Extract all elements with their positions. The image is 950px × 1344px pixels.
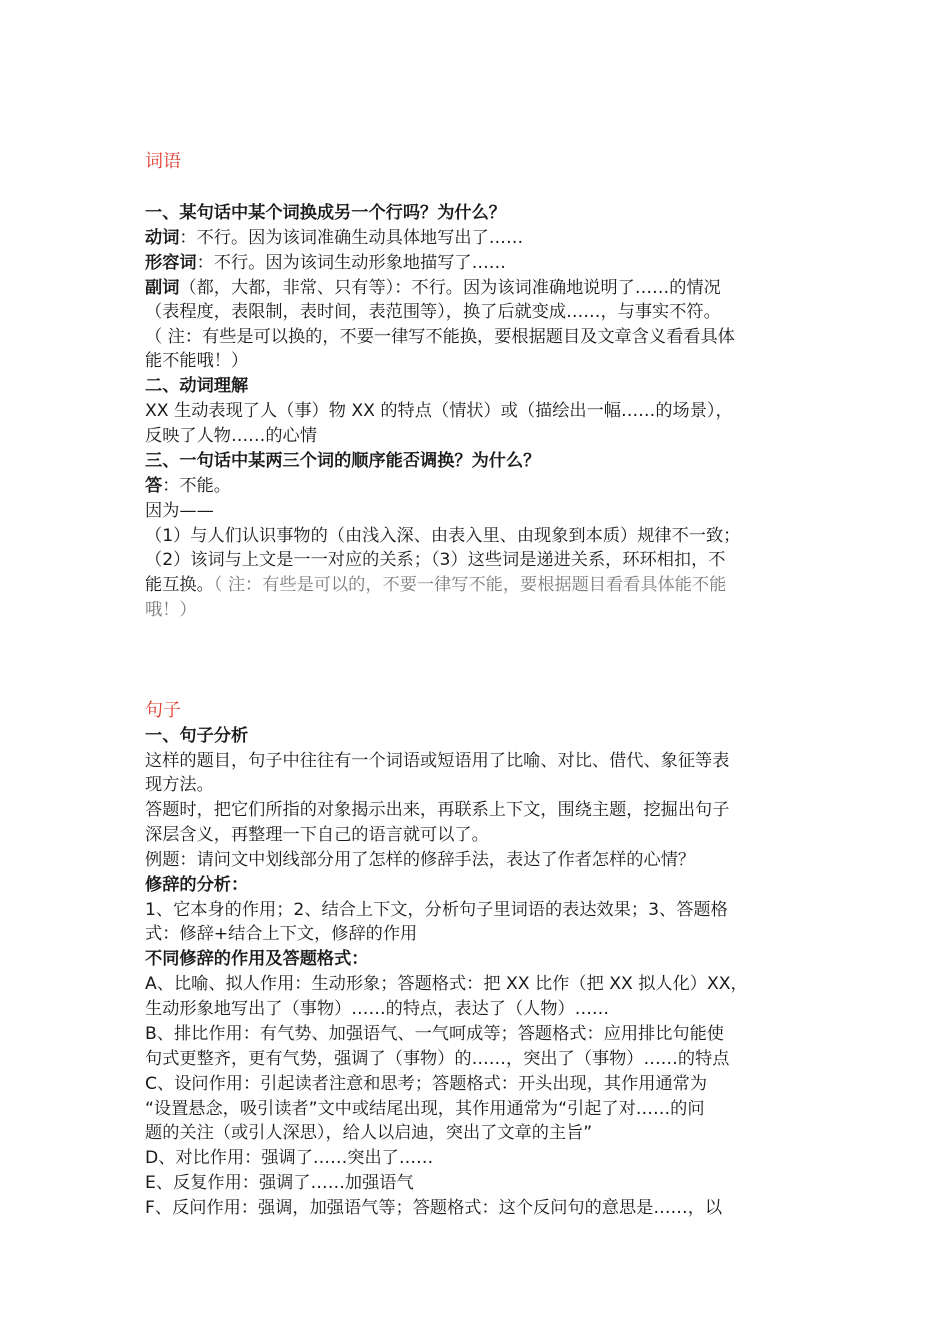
adverb-line-2: （表程度，表限制，表时间，表范围等），换了后就变成……，与事实不符。 xyxy=(145,302,721,322)
verb-text: ：不行。因为该词准确生动具体地写出了…… xyxy=(179,228,524,248)
reason-note: （ 注：有些是可以的，不要一律写不能，要根据题目看看具体能不能 xyxy=(213,575,727,595)
sentence-analysis-heading: 一、句子分析 xyxy=(145,726,249,746)
example-line: 例题：请问文中划线部分用了怎样的修辞手法，表达了作者怎样的心情？ xyxy=(145,850,696,870)
rhetoric-types-heading: 不同修辞的作用及答题格式： xyxy=(145,949,369,969)
paragraph-1-line-2: 现方法。 xyxy=(145,775,214,795)
rhetoric-analysis-heading: 修辞的分析： xyxy=(145,875,249,895)
note-line-1: （ 注：有些是可以换的，不要一律写不能换，要根据题目及文章含义看看具体 xyxy=(145,327,735,347)
adjective-label: 形容词 xyxy=(145,253,197,273)
paragraph-2-line-1: 答题时，把它们所指的对象揭示出来，再联系上下文，围绕主题，挖掘出句子 xyxy=(145,800,730,820)
section-title-words: 词语 xyxy=(145,151,181,172)
answer-label: 答 xyxy=(145,476,163,496)
adverb-label: 副词 xyxy=(145,278,180,298)
reason-line-3-text: 能互换。 xyxy=(145,575,214,595)
note-line-2: 能不能哦！） xyxy=(145,351,249,371)
verb-understanding-line-2: 反映了人物……的心情 xyxy=(145,426,317,446)
question-heading-1: 一、某句话中某个词换成另一个行吗？为什么？ xyxy=(145,203,506,223)
answer-line xyxy=(145,474,231,498)
reason-line-3 xyxy=(145,573,726,597)
verb-label: 动词 xyxy=(145,228,180,248)
adjective-line xyxy=(145,251,506,275)
question-heading-2: 二、动词理解 xyxy=(145,376,249,396)
section-title-sentences: 句子 xyxy=(145,700,181,721)
rhetorical-q-line-3: 题的关注（或引人深思），给人以启迪，突出了文章的主旨” xyxy=(145,1123,593,1143)
paragraph-2-line-2: 深层含义，再整理一下自己的语言就可以了。 xyxy=(145,825,489,845)
reason-line-1: （1）与人们认识事物的（由浅入深、由表入里、由现象到本质）规律不一致； xyxy=(145,526,741,546)
reason-line-4: 哦！） xyxy=(145,600,197,620)
adverb-text: （都，大都，非常、只有等）：不行。因为该词准确地说明了……的情况 xyxy=(179,278,721,298)
metaphor-line-1: A、比喻、拟人作用：生动形象；答题格式：把 XX 比作（把 XX 拟人化）XX， xyxy=(145,974,748,994)
because-line: 因为—— xyxy=(145,501,214,521)
contrast-line: D、对比作用：强调了……突出了…… xyxy=(145,1148,434,1168)
reason-line-2: （2）该词与上文是一一对应的关系；（3）这些词是递进关系，环环相扣，不 xyxy=(145,550,726,570)
verb-understanding-line-1: XX 生动表现了人（事）物 XX 的特点（情状）或（描绘出一幅……的场景）， xyxy=(145,401,733,421)
parallelism-line-2: 句式更整齐，更有气势，强调了（事物）的……，突出了（事物）……的特点 xyxy=(145,1049,730,1069)
verb-line xyxy=(145,226,523,250)
answer-text: ：不能。 xyxy=(162,476,231,496)
rhetoric-line-2: 式：修辞+结合上下文，修辞的作用 xyxy=(145,924,418,944)
question-heading-3: 三、一句话中某两三个词的顺序能否调换？为什么？ xyxy=(145,451,541,471)
parallelism-line-1: B、排比作用：有气势、加强语气、一气呵成等；答题格式：应用排比句能使 xyxy=(145,1024,724,1044)
repetition-line: E、反复作用：强调了……加强语气 xyxy=(145,1173,414,1193)
rhetoric-line-1: 1、它本身的作用；2、结合上下文，分析句子里词语的表达效果；3、答题格 xyxy=(145,900,728,920)
rhetorical-q-line-1: C、设问作用：引起读者注意和思考；答题格式：开头出现，其作用通常为 xyxy=(145,1074,708,1094)
adjective-text: ：不行。因为该词生动形象地描写了…… xyxy=(196,253,506,273)
adverb-line xyxy=(145,276,721,300)
rhetorical-q-line-2: “设置悬念，吸引读者”文中或结尾出现，其作用通常为“引起了对……的问 xyxy=(145,1099,705,1119)
metaphor-line-2: 生动形象地写出了（事物）……的特点，表达了（人物）…… xyxy=(145,999,610,1019)
paragraph-1-line-1: 这样的题目，句子中往往有一个词语或短语用了比喻、对比、借代、象征等表 xyxy=(145,751,730,771)
rhetorical-question-line: F、反问作用：强调，加强语气等；答题格式：这个反问句的意思是……，以 xyxy=(145,1198,723,1218)
